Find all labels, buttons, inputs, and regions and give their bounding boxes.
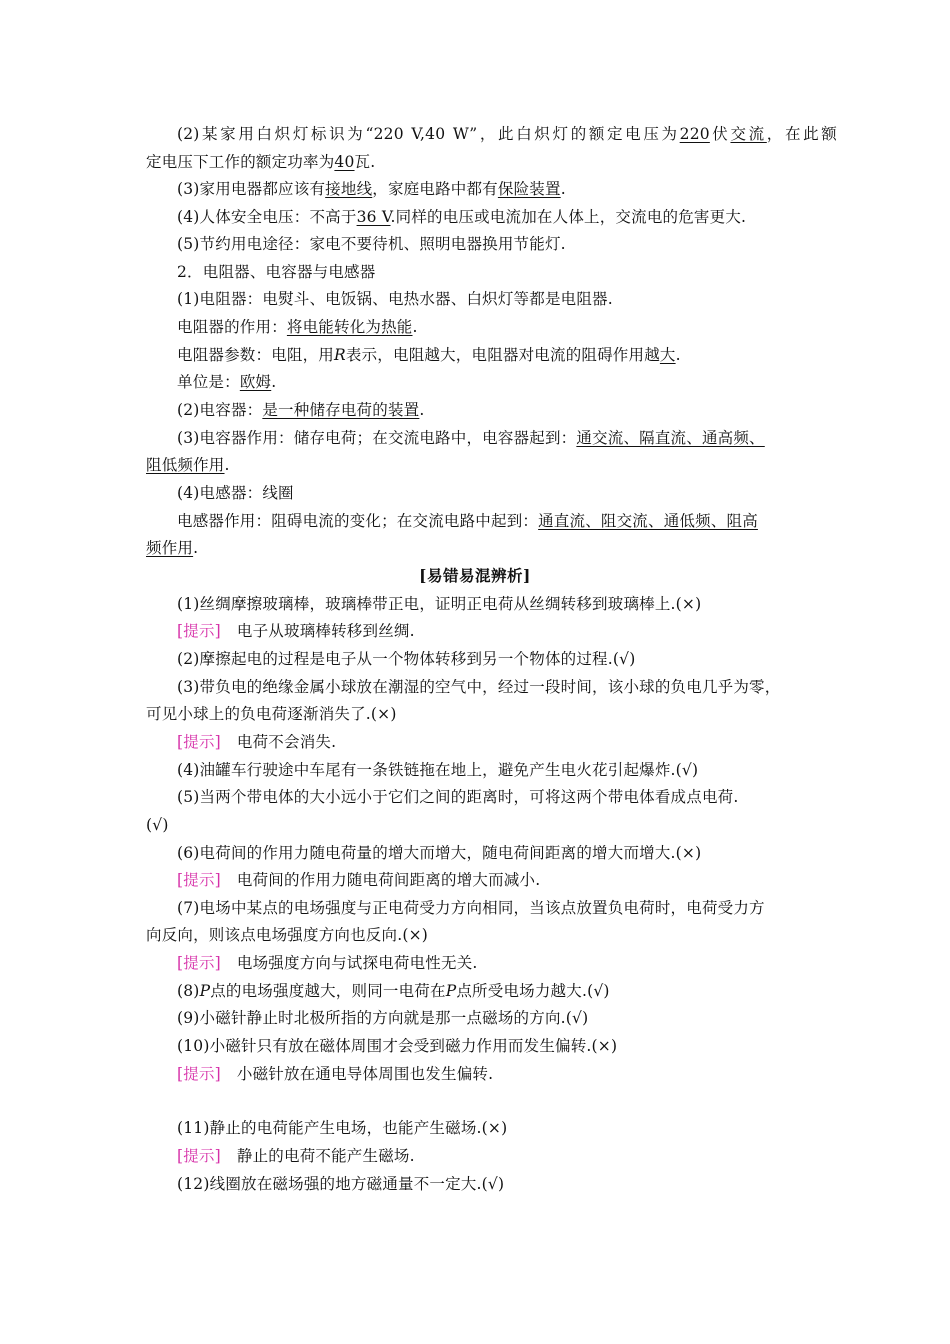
item-1: (1)丝绸摩擦玻璃棒，玻璃棒带正电，证明正电荷从丝绸转移到玻璃棒上.(×) bbox=[177, 595, 702, 613]
item-2: (2)摩擦起电的过程是电子从一个物体转移到另一个物体的过程.(√) bbox=[177, 650, 636, 668]
text: 电阻器的作用： bbox=[177, 318, 287, 336]
item-6: (6)电荷间的作用力随电荷量的增大而增大，随电荷间距离的增大而增大.(×) bbox=[177, 844, 702, 862]
resistor-unit bbox=[177, 372, 276, 392]
hint-label: [提示] bbox=[177, 1147, 221, 1165]
answer-blank: 通交流、隔直流、通高频、 bbox=[576, 429, 765, 447]
text: . bbox=[675, 346, 681, 364]
hint-label: [提示] bbox=[177, 954, 221, 972]
answer-blank: 将电能转化为热能 bbox=[286, 318, 413, 336]
hint-label: [提示] bbox=[177, 1065, 221, 1083]
variable: P bbox=[199, 982, 211, 1000]
item-3-line-2: 可见小球上的负电荷逐渐消失了.(×) bbox=[146, 705, 397, 723]
section-heading-2: 2．电阻器、电容器与电感器 bbox=[177, 263, 376, 281]
text: . bbox=[271, 373, 277, 391]
text: . bbox=[224, 456, 230, 474]
para-2-line-1 bbox=[177, 124, 837, 144]
text: 瓦. bbox=[354, 153, 376, 171]
hint-11 bbox=[177, 1146, 415, 1166]
variable: P bbox=[445, 982, 457, 1000]
hint-text: 电子从玻璃棒转移到丝绸. bbox=[236, 622, 415, 640]
answer-blank: 是一种储存电荷的装置 bbox=[262, 401, 420, 419]
hint-text: 电荷不会消失. bbox=[236, 733, 337, 751]
resistor-function bbox=[177, 317, 418, 337]
item-3-line-1: (3)带负电的绝缘金属小球放在潮湿的空气中，经过一段时间，该小球的负电几乎为零， bbox=[177, 678, 781, 696]
inductor-function-line-1 bbox=[177, 511, 758, 531]
text: . bbox=[419, 401, 425, 419]
capacitor-def bbox=[177, 400, 425, 420]
text: (4)人体安全电压：不高于 bbox=[177, 208, 357, 226]
answer-blank: 接地线 bbox=[325, 180, 373, 198]
item-8 bbox=[177, 981, 610, 1001]
text: (2)电容器： bbox=[177, 401, 263, 419]
answer-blank: 交流 bbox=[730, 125, 767, 143]
item-9: (9)小磁针静止时北极所指的方向就是那一点磁场的方向.(√) bbox=[177, 1009, 589, 1027]
item-10: (10)小磁针只有放在磁体周围才会受到磁力作用而发生偏转.(×) bbox=[177, 1037, 618, 1055]
inductor-function-line-2 bbox=[146, 538, 198, 558]
resistor-param bbox=[177, 345, 681, 365]
text: 点所受电场力越大.(√) bbox=[456, 982, 610, 1000]
hint-label: [提示] bbox=[177, 871, 221, 889]
hint-label: [提示] bbox=[177, 733, 221, 751]
text: ，家庭电路中都有 bbox=[372, 180, 498, 198]
item-7-line-1: (7)电场中某点的电场强度与正电荷受力方向相同，当该点放置负电荷时，电荷受力方 bbox=[177, 899, 765, 917]
text: (3)电容器作用：储存电荷；在交流电路中，电容器起到： bbox=[177, 429, 577, 447]
hint-label: [提示] bbox=[177, 622, 221, 640]
text: 点的电场强度越大，则同一电荷在 bbox=[210, 982, 446, 1000]
text: . bbox=[412, 318, 418, 336]
text: 电阻器参数：电阻，用 bbox=[177, 346, 335, 364]
text: (2)某家用白炽灯标识为“220 V,40 W”，此白炽灯的额定电压为 bbox=[177, 125, 680, 143]
para-5: (5)节约用电途径：家电不要待机、照明电器换用节能灯. bbox=[177, 235, 566, 253]
item-5-line-2: (√) bbox=[146, 816, 169, 834]
answer-blank: 通直流、阻交流、通低频、阻高 bbox=[538, 512, 758, 530]
capacitor-function-line-2 bbox=[146, 455, 230, 475]
answer-blank: 频作用 bbox=[146, 539, 194, 557]
hint-text: 静止的电荷不能产生磁场. bbox=[236, 1147, 415, 1165]
text: .同样的电压或电流加在人体上，交流电的危害更大. bbox=[390, 208, 747, 226]
text: . bbox=[193, 539, 199, 557]
item-4: (4)油罐车行驶途中车尾有一条铁链拖在地上，避免产生电火花引起爆炸.(√) bbox=[177, 761, 699, 779]
section-title: [易错易混辨析] bbox=[419, 566, 531, 585]
hint-10 bbox=[177, 1064, 493, 1084]
answer-blank: 大 bbox=[659, 346, 676, 364]
text: ，在此额 bbox=[766, 125, 837, 143]
hint-text: 电场强度方向与试探电荷电性无关. bbox=[236, 954, 478, 972]
answer-blank: 40 bbox=[334, 153, 355, 171]
text: 表示，电阻越大，电阻器对电流的阻碍作用越 bbox=[345, 346, 660, 364]
item-7-line-2: 向反向，则该点电场强度方向也反向.(×) bbox=[146, 926, 429, 944]
hint-text: 小磁针放在通电导体周围也发生偏转. bbox=[236, 1065, 494, 1083]
answer-blank: 欧姆 bbox=[239, 373, 272, 391]
answer-blank: 220 bbox=[679, 125, 710, 143]
para-3 bbox=[177, 179, 566, 199]
answer-blank: 阻低频作用 bbox=[146, 456, 225, 474]
hint-1 bbox=[177, 621, 415, 641]
item-12: (12)线圈放在磁场强的地方磁通量不一定大.(√) bbox=[177, 1175, 505, 1193]
text: 伏 bbox=[709, 125, 731, 143]
inductor-def: (4)电感器：线圈 bbox=[177, 484, 294, 502]
text: 电感器作用：阻碍电流的变化；在交流电路中起到： bbox=[177, 512, 539, 530]
para-4 bbox=[177, 207, 746, 227]
hint-6 bbox=[177, 870, 540, 890]
answer-blank: 36 V bbox=[356, 208, 391, 226]
text: . bbox=[560, 180, 566, 198]
hint-3 bbox=[177, 732, 336, 752]
capacitor-function-line-1 bbox=[177, 428, 765, 448]
variable: R bbox=[334, 346, 346, 364]
hint-7 bbox=[177, 953, 478, 973]
text: 定电压下工作的额定功率为 bbox=[146, 153, 335, 171]
answer-blank: 保险装置 bbox=[497, 180, 561, 198]
para-2-line-2 bbox=[146, 152, 375, 172]
item-5-line-1: (5)当两个带电体的大小远小于它们之间的距离时，可将这两个带电体看成点电荷. bbox=[177, 788, 739, 806]
text: (3)家用电器都应该有 bbox=[177, 180, 326, 198]
resistor-def: (1)电阻器：电熨斗、电饭锅、电热水器、白炽灯等都是电阻器. bbox=[177, 290, 613, 308]
text: 单位是： bbox=[177, 373, 240, 391]
text: (8) bbox=[177, 982, 200, 1000]
hint-text: 电荷间的作用力随电荷间距离的增大而减小. bbox=[236, 871, 541, 889]
item-11: (11)静止的电荷能产生电场，也能产生磁场.(×) bbox=[177, 1119, 508, 1137]
